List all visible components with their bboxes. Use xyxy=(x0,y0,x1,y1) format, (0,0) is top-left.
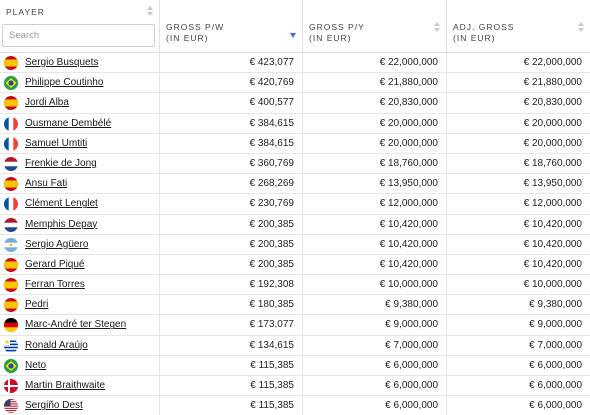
gross-pw-value: € 360,769 xyxy=(249,157,294,169)
gross-pw-cell xyxy=(160,73,303,93)
gross-pw-cell xyxy=(160,134,303,154)
gross-py-value: € 10,420,000 xyxy=(379,258,438,270)
spain-flag-icon xyxy=(4,298,18,312)
table-row xyxy=(0,93,590,113)
player-cell xyxy=(0,93,160,113)
adj-gross-cell xyxy=(447,396,590,415)
player-cell xyxy=(0,376,160,396)
gross-pw-value: € 423,077 xyxy=(249,57,294,68)
gross-py-value: € 6,000,000 xyxy=(385,380,438,391)
gross-py-cell xyxy=(303,53,447,73)
table-row xyxy=(0,215,590,235)
gross-py-value: € 21,880,000 xyxy=(379,77,438,89)
gross-pw-cell xyxy=(160,114,303,134)
table-row xyxy=(0,73,590,93)
gross-py-value: € 6,000,000 xyxy=(385,359,438,371)
adj-gross-value: € 7,000,000 xyxy=(529,339,582,351)
player-cell xyxy=(0,154,160,174)
player-cell xyxy=(0,336,160,356)
gross-pw-cell xyxy=(160,255,303,275)
gross-pw-cell xyxy=(160,356,303,376)
gross-pw-value: € 200,385 xyxy=(249,218,294,230)
adj-gross-cell xyxy=(447,215,590,235)
gross-pw-cell xyxy=(160,376,303,396)
gross-pw-value: € 134,615 xyxy=(249,339,294,351)
gross-py-column-label: GROSS P/Y (IN EUR) xyxy=(309,22,365,43)
gross-py-cell xyxy=(303,114,447,134)
gross-py-cell xyxy=(303,315,447,335)
table-row xyxy=(0,53,590,73)
usa-flag-icon xyxy=(4,399,18,413)
table-row xyxy=(0,295,590,315)
player-cell xyxy=(0,174,160,194)
adj-gross-value: € 20,000,000 xyxy=(523,117,582,129)
adj-gross-value: € 10,420,000 xyxy=(523,238,582,250)
gross-pw-value: € 384,615 xyxy=(249,117,294,129)
gross-py-cell xyxy=(303,295,447,315)
gross-py-cell xyxy=(303,194,447,214)
player-cell xyxy=(0,275,160,295)
player-link[interactable]: Marc-André ter Stegen xyxy=(25,319,127,331)
adj-gross-cell xyxy=(447,235,590,255)
table-row xyxy=(0,114,590,134)
gross-py-cell xyxy=(303,93,447,113)
adj-gross-cell xyxy=(447,134,590,154)
player-cell xyxy=(0,315,160,335)
table-body xyxy=(0,53,590,415)
player-column-label: PLAYER xyxy=(6,7,45,17)
gross-pw-column-label: GROSS P/W (IN EUR) xyxy=(166,22,225,43)
adj-gross-cell xyxy=(447,93,590,113)
search-input[interactable] xyxy=(2,24,155,47)
adj-gross-value: € 9,380,000 xyxy=(529,299,582,311)
adj-gross-value: € 10,420,000 xyxy=(523,258,582,270)
gross-pw-value: € 230,769 xyxy=(249,198,294,210)
gross-pw-value: € 173,077 xyxy=(249,319,294,331)
gross-pw-cell xyxy=(160,315,303,335)
netherlands-flag-icon xyxy=(4,218,18,232)
adj-gross-cell xyxy=(447,356,590,376)
player-link[interactable]: Sergiño Dest xyxy=(25,400,83,412)
france-flag-icon xyxy=(4,197,18,211)
table-row xyxy=(0,275,590,295)
spain-flag-icon xyxy=(4,177,18,191)
gross-py-value: € 9,380,000 xyxy=(385,299,438,311)
player-link[interactable]: Samuel Umtiti xyxy=(25,137,88,149)
gross-py-cell xyxy=(303,215,447,235)
gross-pw-cell xyxy=(160,174,303,194)
adj-gross-cell xyxy=(447,376,590,396)
gross-pw-value: € 192,308 xyxy=(249,279,294,291)
denmark-flag-icon xyxy=(4,379,18,393)
table-header xyxy=(0,0,590,53)
adj-gross-cell xyxy=(447,114,590,134)
table-row xyxy=(0,134,590,154)
adj-gross-value: € 13,950,000 xyxy=(523,178,582,190)
gross-pw-cell xyxy=(160,336,303,356)
player-cell xyxy=(0,73,160,93)
netherlands-flag-icon xyxy=(4,157,18,171)
sort-icon[interactable] xyxy=(147,6,153,18)
france-flag-icon xyxy=(4,137,18,151)
gross-py-value: € 10,420,000 xyxy=(379,238,438,250)
adj-gross-value: € 20,000,000 xyxy=(523,137,582,149)
gross-py-value: € 20,830,000 xyxy=(379,97,438,109)
gross-py-value: € 18,760,000 xyxy=(379,157,438,169)
sort-icon[interactable] xyxy=(434,22,440,34)
adj-gross-value: € 12,000,000 xyxy=(523,198,582,210)
adj-gross-value: € 21,880,000 xyxy=(523,77,582,89)
player-link[interactable]: Ferran Torres xyxy=(25,279,85,291)
brazil-flag-icon xyxy=(4,76,18,90)
player-cell xyxy=(0,53,160,73)
gross-pw-value: € 115,385 xyxy=(250,359,294,371)
adj-gross-cell xyxy=(447,53,590,73)
gross-pw-cell xyxy=(160,154,303,174)
gross-py-value: € 10,000,000 xyxy=(379,279,438,291)
player-link[interactable]: Neto xyxy=(25,359,47,371)
adj-gross-value: € 10,420,000 xyxy=(523,218,582,230)
gross-pw-value: € 384,615 xyxy=(249,137,294,149)
gross-pw-value: € 115,385 xyxy=(250,380,294,391)
table-row xyxy=(0,376,590,396)
uruguay-flag-icon xyxy=(4,339,18,353)
table-row xyxy=(0,235,590,255)
table-row xyxy=(0,356,590,376)
player-cell xyxy=(0,194,160,214)
adj-gross-cell xyxy=(447,315,590,335)
gross-pw-cell xyxy=(160,396,303,415)
gross-py-cell xyxy=(303,174,447,194)
adj-gross-cell xyxy=(447,295,590,315)
adj-gross-value: € 6,000,000 xyxy=(529,400,582,412)
gross-pw-cell xyxy=(160,295,303,315)
gross-py-cell xyxy=(303,336,447,356)
gross-pw-value: € 200,385 xyxy=(249,238,294,250)
adj-gross-value: € 9,000,000 xyxy=(529,319,582,331)
gross-py-cell xyxy=(303,376,447,396)
argentina-flag-icon xyxy=(4,238,18,252)
player-link[interactable]: Frenkie de Jong xyxy=(25,157,97,169)
gross-pw-value: € 115,385 xyxy=(250,400,294,412)
player-cell xyxy=(0,235,160,255)
player-cell xyxy=(0,134,160,154)
table-row xyxy=(0,336,590,356)
table-row xyxy=(0,255,590,275)
player-link[interactable]: Memphis Depay xyxy=(25,218,98,230)
gross-pw-cell xyxy=(160,235,303,255)
gross-py-cell xyxy=(303,255,447,275)
gross-pw-cell xyxy=(160,93,303,113)
gross-py-value: € 9,000,000 xyxy=(385,319,438,331)
player-link[interactable]: Clément Lenglet xyxy=(25,198,98,210)
player-link[interactable]: Gerard Piqué xyxy=(25,258,85,270)
player-cell xyxy=(0,356,160,376)
player-cell xyxy=(0,114,160,134)
adj-gross-value: € 6,000,000 xyxy=(529,359,582,371)
gross-pw-value: € 268,269 xyxy=(249,178,294,190)
gross-py-value: € 20,000,000 xyxy=(379,117,438,129)
gross-py-cell xyxy=(303,154,447,174)
spain-flag-icon xyxy=(4,258,18,272)
adj-gross-cell xyxy=(447,73,590,93)
table-row xyxy=(0,396,590,415)
adj-gross-value: € 22,000,000 xyxy=(523,57,582,68)
gross-pw-cell xyxy=(160,275,303,295)
table-row xyxy=(0,174,590,194)
column-header-gross-py[interactable] xyxy=(303,0,447,53)
player-link[interactable]: Ousmane Dembélé xyxy=(25,117,112,129)
player-link[interactable]: Jordi Alba xyxy=(25,97,69,109)
gross-pw-cell xyxy=(160,194,303,214)
gross-pw-cell xyxy=(160,215,303,235)
table-row xyxy=(0,315,590,335)
adj-gross-cell xyxy=(447,154,590,174)
player-cell xyxy=(0,295,160,315)
gross-py-value: € 20,000,000 xyxy=(379,137,438,149)
gross-py-value: € 7,000,000 xyxy=(385,339,438,351)
player-link[interactable]: Ansu Fati xyxy=(25,178,68,190)
spain-flag-icon xyxy=(4,96,18,110)
table-row xyxy=(0,154,590,174)
sort-icon[interactable] xyxy=(578,22,584,34)
spain-flag-icon xyxy=(4,278,18,292)
column-header-adj-gross[interactable] xyxy=(447,0,590,53)
player-link[interactable]: Pedri xyxy=(25,299,49,311)
adj-gross-cell xyxy=(447,336,590,356)
gross-py-cell xyxy=(303,73,447,93)
player-link[interactable]: Sergio Busquets xyxy=(25,57,99,68)
column-header-gross-pw[interactable] xyxy=(160,0,303,53)
france-flag-icon xyxy=(4,117,18,131)
player-cell xyxy=(0,396,160,415)
gross-py-cell xyxy=(303,235,447,255)
gross-py-value: € 13,950,000 xyxy=(379,178,438,190)
gross-pw-value: € 400,577 xyxy=(249,97,294,109)
player-link[interactable]: Ronald Araújo xyxy=(25,339,88,351)
adj-gross-value: € 10,000,000 xyxy=(523,279,582,291)
gross-py-cell xyxy=(303,275,447,295)
gross-py-cell xyxy=(303,396,447,415)
column-header-player[interactable] xyxy=(0,0,160,53)
gross-pw-value: € 180,385 xyxy=(249,299,294,311)
gross-py-cell xyxy=(303,356,447,376)
adj-gross-column-label: ADJ. GROSS (IN EUR) xyxy=(453,22,515,43)
gross-py-value: € 22,000,000 xyxy=(379,57,438,68)
germany-flag-icon xyxy=(4,318,18,332)
sort-descending-icon[interactable] xyxy=(290,33,296,38)
gross-py-value: € 12,000,000 xyxy=(379,198,438,210)
player-cell xyxy=(0,255,160,275)
adj-gross-value: € 20,830,000 xyxy=(523,97,582,109)
gross-py-value: € 6,000,000 xyxy=(385,400,438,412)
adj-gross-cell xyxy=(447,174,590,194)
brazil-flag-icon xyxy=(4,359,18,373)
adj-gross-cell xyxy=(447,255,590,275)
gross-pw-value: € 200,385 xyxy=(249,258,294,270)
player-link[interactable]: Philippe Coutinho xyxy=(25,77,104,89)
player-link[interactable]: Martin Braithwaite xyxy=(25,380,106,391)
gross-pw-value: € 420,769 xyxy=(249,77,294,89)
player-link[interactable]: Sergio Agüero xyxy=(25,238,89,250)
player-cell xyxy=(0,215,160,235)
adj-gross-cell xyxy=(447,194,590,214)
gross-pw-cell xyxy=(160,53,303,73)
adj-gross-value: € 18,760,000 xyxy=(523,157,582,169)
spain-flag-icon xyxy=(4,56,18,70)
adj-gross-cell xyxy=(447,275,590,295)
adj-gross-value: € 6,000,000 xyxy=(529,380,582,391)
table-row xyxy=(0,194,590,214)
gross-py-value: € 10,420,000 xyxy=(379,218,438,230)
gross-py-cell xyxy=(303,134,447,154)
